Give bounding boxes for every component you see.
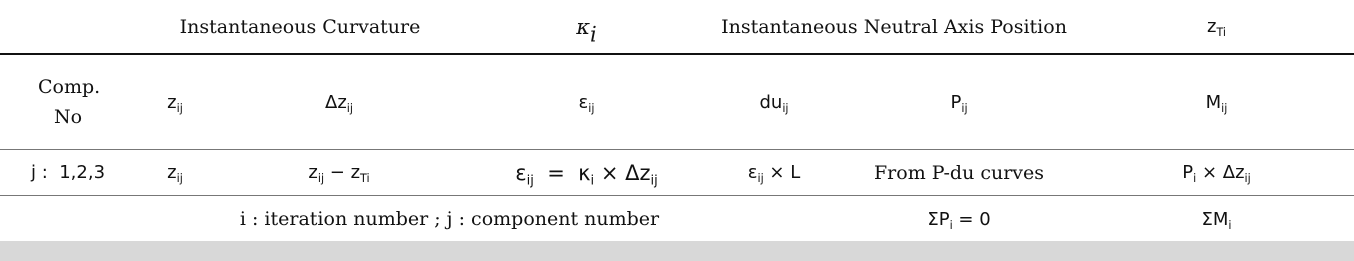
m-formula-a-sub: i — [1193, 171, 1197, 185]
footer-row — [0, 196, 1354, 244]
footer-note: i : iteration number ; j : component number — [0, 196, 839, 244]
z-sub: ij — [176, 101, 183, 115]
m-sym: M — [1205, 91, 1222, 113]
sum-m-sub: i — [1228, 218, 1232, 232]
z-formula — [136, 150, 214, 196]
du-formula-a-sub: ij — [757, 171, 764, 185]
du-sym: du — [759, 91, 783, 113]
kappa-cell — [464, 0, 709, 54]
m-formula-rest: × Δz — [1196, 162, 1245, 183]
zt-cell — [1079, 0, 1354, 54]
kappa-sub: i — [590, 21, 597, 46]
dz-formula-minus: − z — [324, 162, 361, 183]
eps-formula-eq: = κ — [533, 160, 591, 185]
dz-sym: Δz — [325, 91, 347, 113]
z-sym: z — [167, 91, 177, 113]
m-sub: ij — [1221, 101, 1228, 115]
m-formula — [1079, 150, 1354, 196]
du-formula-rest: × L — [763, 162, 801, 183]
eps-formula-a: ε — [515, 160, 527, 185]
dz-column — [214, 54, 464, 150]
du-column — [709, 54, 839, 150]
eps-sym: ε — [578, 91, 589, 113]
dz-formula-a: z — [308, 162, 318, 183]
p-sub: ij — [961, 101, 968, 115]
sum-p-sym: ΣP — [927, 208, 950, 230]
p-sym: P — [950, 91, 962, 113]
du-formula — [709, 150, 839, 196]
dz-formula-b-sub: Ti — [360, 171, 370, 185]
zt-symbol: z — [1207, 16, 1217, 37]
eps-formula-dz-sub: ij — [650, 173, 658, 189]
zt-sub: Ti — [1216, 25, 1227, 39]
columns-row — [0, 54, 1354, 150]
curvature-label: Instantaneous Curvature — [136, 0, 464, 54]
formula-row — [0, 150, 1354, 196]
sum-p-sub: i — [949, 218, 953, 232]
sum-m-sym: ΣM — [1201, 208, 1229, 230]
dz-formula — [214, 150, 464, 196]
j-range: j : 1,2,3 — [0, 150, 136, 196]
comp-no-label: Comp. No — [0, 54, 136, 150]
sum-p-rest: = 0 — [952, 208, 991, 230]
p-column — [839, 54, 1079, 150]
m-formula-a: P — [1182, 162, 1194, 183]
du-sub: ij — [782, 101, 789, 115]
strain-column — [464, 54, 709, 150]
bottom-shaded-strip — [0, 241, 1354, 261]
eps-sub: ij — [588, 101, 595, 115]
eps-formula-times: × Δz — [594, 160, 651, 185]
neutral-axis-label: Instantaneous Neutral Axis Position — [709, 0, 1079, 54]
dz-formula-a-sub: ij — [317, 171, 325, 185]
m-column — [1079, 54, 1354, 150]
z-column — [136, 54, 214, 150]
eps-formula-k-sub: i — [590, 173, 595, 189]
dz-sub: ij — [346, 101, 353, 115]
eps-formula-a-sub: ij — [526, 173, 534, 189]
m-formula-dz-sub: ij — [1244, 171, 1251, 185]
kappa-symbol: κ — [576, 14, 591, 39]
header-row — [0, 0, 1354, 54]
header-empty-cell — [0, 0, 136, 54]
p-formula: From P-du curves — [839, 150, 1079, 196]
strain-formula — [464, 150, 709, 196]
z-formula-sub: ij — [176, 171, 183, 185]
sum-m-cell — [1079, 196, 1354, 244]
z-formula-sym: z — [167, 162, 177, 183]
du-formula-a: ε — [747, 162, 758, 183]
sum-p-cell — [839, 196, 1079, 244]
